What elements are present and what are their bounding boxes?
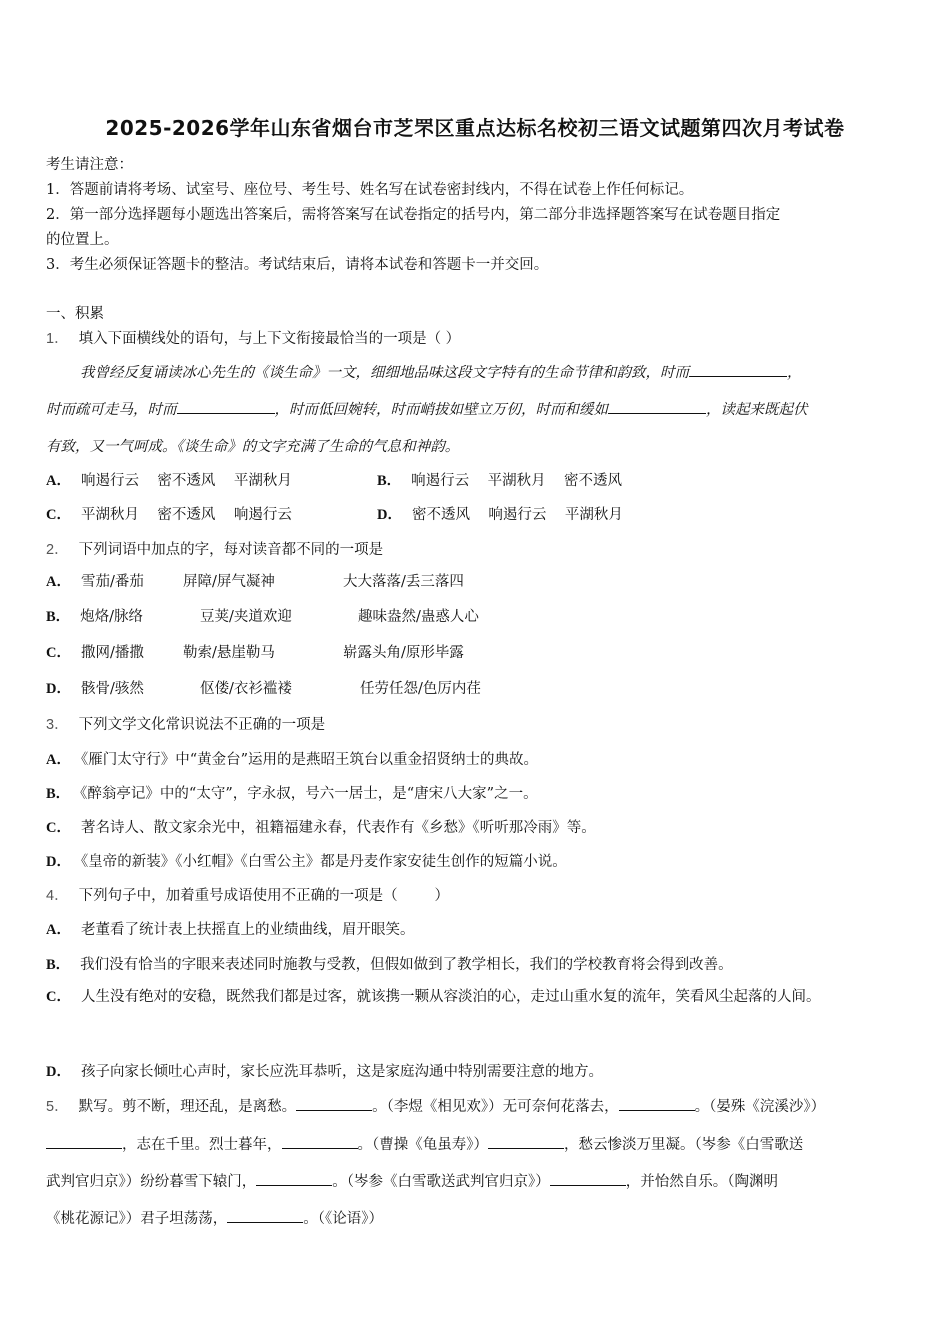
q1-passage-line-1: 我曾经反复诵读冰心先生的《谈生命》一文，细细地品味这段文字特有的生命节律和韵致，时而 ， — [80, 361, 802, 382]
option-label: A． — [46, 473, 71, 489]
question-number: 1． — [46, 331, 69, 347]
option-label: B． — [46, 609, 71, 625]
q4-option-c[interactable] — [46, 980, 904, 1015]
question-3-stem — [46, 713, 325, 734]
answer-blank[interactable] — [550, 1171, 626, 1186]
option-text: 平湖秋月 密不透风 响遏行云 — [80, 507, 292, 523]
answer-blank[interactable] — [296, 1096, 372, 1111]
question-text: 《桃花源记》）君子坦荡荡， — [46, 1211, 228, 1227]
question-number: 4． — [46, 888, 69, 904]
option-label: B． — [377, 473, 402, 489]
q3-option-c[interactable] — [46, 816, 596, 837]
option-text: 《醉翁亭记》中的“太守”，字永叔，号六一居士，是“唐宋八大家”之一。 — [80, 786, 538, 802]
q2-option-d-col2: 伛偻/衣衫褴褛 — [200, 681, 292, 697]
answer-blank[interactable] — [608, 399, 706, 414]
q2-option-c[interactable] — [46, 641, 144, 662]
option-label: A． — [46, 574, 71, 590]
option-text: 撒网/播撒 — [80, 645, 144, 661]
option-label: D． — [46, 681, 71, 697]
q2-option-b-col3: 趣味盎然/蛊惑人心 — [358, 609, 479, 625]
q3-option-a[interactable] — [46, 748, 538, 769]
q1-passage-line-2 — [46, 398, 808, 419]
q1-passage-line-3: 有致，又一气呵成。《谈生命》的文字充满了生命的气息和神韵。 — [46, 439, 460, 455]
option-label: B． — [46, 786, 71, 802]
option-text: 老董看了统计表上扶摇直上的业绩曲线，眉开眼笑。 — [80, 922, 415, 938]
option-text: 人生没有绝对的安稳，既然我们都是过客，就该携一颗从容淡泊的心，走过山重水复的流年，笑看风尘起落的人间。 — [80, 989, 821, 1005]
passage-text: 我曾经反复诵读冰心先生的《谈生命》一文，细细地品味这段文字特有的生命节律和韵致，时而 — [80, 365, 689, 381]
question-text: ，志在千里。烈士暮年， — [122, 1137, 282, 1153]
question-text: ，愁云惨淡万里凝。（岑参《白雪歌送 — [564, 1137, 804, 1153]
answer-blank[interactable] — [619, 1096, 695, 1111]
q2-option-d[interactable] — [46, 677, 144, 698]
q3-option-b[interactable] — [46, 782, 538, 803]
q2-option-b-col2: 豆荚/夹道欢迎 — [200, 609, 292, 625]
answer-blank[interactable] — [256, 1171, 332, 1186]
question-text: 填入下面横线处的语句，与上下文衔接最恰当的一项是（ ） — [78, 331, 461, 347]
q1-option-d[interactable] — [377, 503, 623, 524]
q2-option-b[interactable] — [46, 605, 143, 626]
question-text: 下列文学文化常识说法不正确的一项是 — [78, 717, 326, 733]
option-text: 《雁门太守行》中“黄金台”运用的是燕昭王筑台以重金招贤纳士的典故。 — [80, 752, 539, 768]
question-text: 。（李煜《相见欢》）无可奈何花落去， — [372, 1099, 619, 1115]
passage-text: ，读起来既起伏 — [706, 402, 808, 418]
question-text: 。（晏殊《浣溪沙》） — [694, 1099, 826, 1115]
q1-option-a[interactable] — [46, 469, 292, 490]
option-text: 著名诗人、散文家余光中，祖籍福建永春，代表作有《乡愁》《听听那冷雨》等。 — [80, 820, 596, 836]
option-label: C． — [46, 507, 71, 523]
passage-text: ，时而低回婉转，时而峭拔如壁立万仞，时而和缓如 — [274, 402, 608, 418]
answer-blank[interactable] — [689, 362, 787, 377]
option-label: D． — [46, 854, 71, 870]
q1-option-b[interactable] — [377, 469, 622, 490]
answer-blank[interactable] — [177, 399, 275, 414]
question-2-stem — [46, 538, 383, 559]
option-label: B． — [46, 957, 71, 973]
option-text: 雪茄/番茄 — [80, 574, 144, 590]
option-label: D． — [377, 507, 402, 523]
question-text: 。（《论语》） — [303, 1211, 383, 1227]
question-number: 5． — [46, 1099, 69, 1115]
q4-option-b[interactable] — [46, 953, 733, 974]
question-text: 。（曹操《龟虽寿》） — [357, 1137, 488, 1153]
question-text: 武判官归京》）纷纷暮雪下辕门， — [46, 1174, 257, 1190]
answer-blank[interactable] — [488, 1134, 564, 1149]
question-4-stem — [46, 884, 449, 905]
question-number: 3． — [46, 717, 69, 733]
question-text: 下列句子中，加着重号成语使用不正确的一项是（ ） — [78, 888, 449, 904]
passage-text: 时而疏可走马，时而 — [46, 402, 177, 418]
option-text: 响遏行云 密不透风 平湖秋月 — [80, 473, 292, 489]
notice-item-2-cont: 的位置上。 — [46, 232, 119, 248]
question-5-line-2 — [46, 1133, 803, 1154]
question-text: 下列词语中加点的字，每对读音都不同的一项是 — [78, 542, 384, 558]
notice-item-3: 3．考生必须保证答题卡的整洁。考试结束后，请将本试卷和答题卡一并交回。 — [46, 257, 549, 273]
q2-option-a-col2: 屏障/屏气凝神 — [183, 574, 275, 590]
answer-blank[interactable] — [46, 1134, 122, 1149]
option-label: D． — [46, 1064, 71, 1080]
option-label: C． — [46, 820, 71, 836]
option-text: 《皇帝的新装》《小红帽》《白雪公主》都是丹麦作家安徒生创作的短篇小说。 — [80, 854, 567, 870]
question-5-line-4 — [46, 1207, 383, 1228]
q2-option-c-col3: 崭露头角/原形毕露 — [343, 645, 464, 661]
notice-heading: 考生请注意： — [46, 157, 133, 173]
option-text: 炮烙/脉络 — [80, 609, 144, 625]
option-text: 我们没有恰当的字眼来表述同时施教与受教，但假如做到了教学相长，我们的学校教育将会得到改善。 — [80, 957, 733, 973]
q4-option-d[interactable] — [46, 1060, 603, 1081]
option-label: A． — [46, 752, 71, 768]
section-heading: 一、积累 — [46, 306, 104, 322]
notice-item-1: 1．答题前请将考场、试室号、座位号、考生号、姓名写在试卷密封线内，不得在试卷上作任何标记。 — [46, 182, 694, 198]
q2-option-a[interactable] — [46, 570, 144, 591]
option-text: 骸骨/骇然 — [80, 681, 144, 697]
q2-option-c-col2: 勒索/悬崖勒马 — [183, 645, 275, 661]
option-text: 响遏行云 平湖秋月 密不透风 — [411, 473, 623, 489]
answer-blank[interactable] — [282, 1134, 358, 1149]
option-text: 孩子向家长倾吐心声时，家长应洗耳恭听，这是家庭沟通中特别需要注意的地方。 — [80, 1064, 603, 1080]
notice-item-2: 2．第一部分选择题每小题选出答案后，需将答案写在试卷指定的括号内，第二部分非选择题答案写在试卷题目指定 — [46, 207, 781, 223]
q2-option-a-col3: 大大落落/丢三落四 — [343, 574, 464, 590]
question-number: 2． — [46, 542, 69, 558]
answer-blank[interactable] — [227, 1208, 303, 1223]
page-title: 2025-2026学年山东省烟台市芝罘区重点达标名校初三语文试题第四次月考试卷 — [105, 116, 845, 140]
q1-option-c[interactable] — [46, 503, 292, 524]
question-5-line-1 — [46, 1095, 825, 1116]
q2-option-d-col3: 任劳任怨/色厉内荏 — [360, 681, 481, 697]
question-text: 。（岑参《白雪歌送武判官归京》） — [332, 1174, 550, 1190]
question-5-line-3 — [46, 1170, 778, 1191]
question-text: 默写。剪不断，理还乱，是离愁。 — [78, 1099, 297, 1115]
option-label: C． — [46, 989, 71, 1005]
q3-option-d[interactable] — [46, 850, 567, 871]
option-label: A． — [46, 922, 71, 938]
option-label: C． — [46, 645, 71, 661]
question-text: ，并怡然自乐。（陶渊明 — [625, 1174, 778, 1190]
q4-option-a[interactable] — [46, 918, 414, 939]
option-text: 密不透风 响遏行云 平湖秋月 — [411, 507, 623, 523]
question-1-stem — [46, 327, 460, 348]
